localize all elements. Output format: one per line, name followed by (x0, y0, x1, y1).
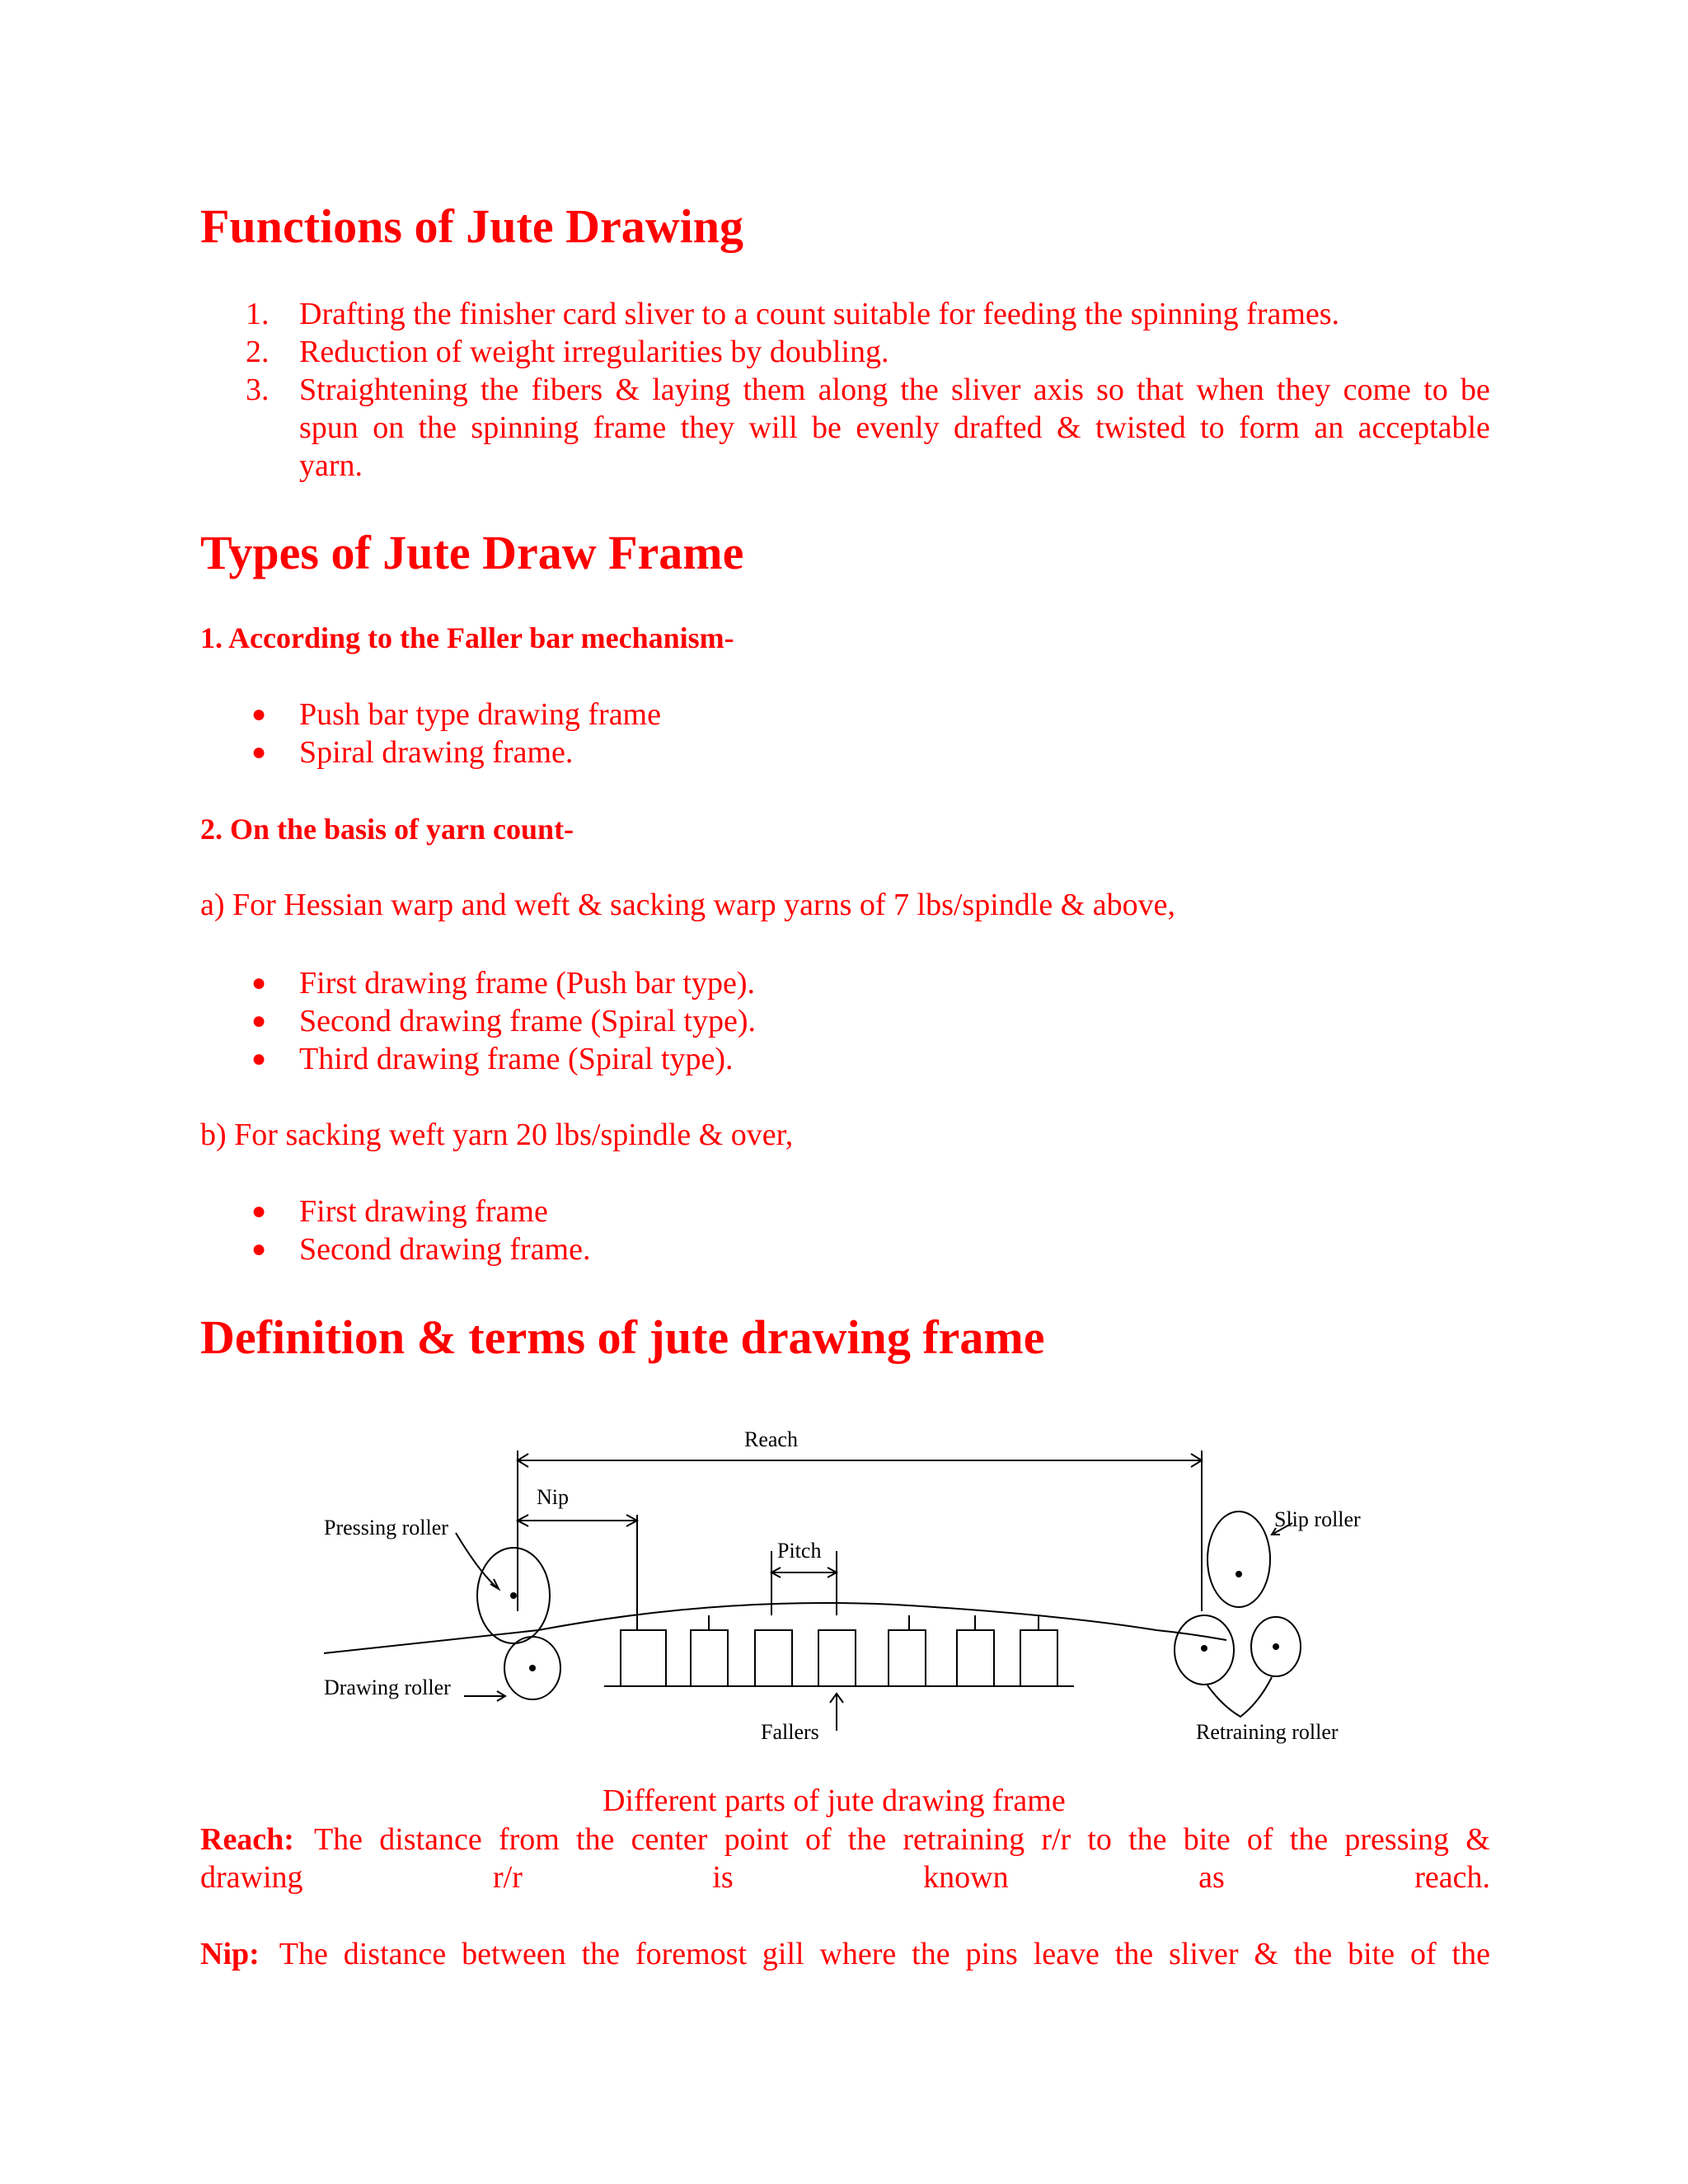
word: known (923, 1860, 1009, 1895)
word: axis (1033, 373, 1084, 407)
word: form (1239, 410, 1300, 445)
word: laying (652, 373, 731, 407)
word: distance (379, 1822, 482, 1857)
word: the (576, 1822, 615, 1857)
word: of (804, 1822, 832, 1857)
word: the (1451, 1937, 1490, 1971)
figure-caption: Different parts of jute drawing frame (603, 1783, 1066, 1818)
item3-line1 (299, 371, 1490, 409)
word: & (615, 373, 640, 407)
word: an (1314, 410, 1344, 445)
diagram-label-slip: Slip roller (1274, 1507, 1361, 1531)
word: the (1293, 1937, 1333, 1971)
word: spun (299, 410, 359, 445)
word: r/r (493, 1860, 523, 1895)
heading-types: Types of Jute Draw Frame (200, 526, 744, 579)
subheading-count: 2. On the basis of yarn count- (200, 813, 574, 846)
word: spinning (471, 410, 579, 445)
word: leave (1033, 1937, 1100, 1971)
word: from (498, 1822, 560, 1857)
word: the (418, 410, 457, 445)
word: Straightening (299, 373, 468, 407)
word: reach. (1414, 1860, 1490, 1895)
diagram-label-fallers: Fallers (761, 1720, 819, 1744)
word: of (1409, 1937, 1437, 1971)
word: them (743, 373, 806, 407)
word: point (724, 1822, 789, 1857)
word: sliver (1169, 1937, 1239, 1971)
word: the (847, 1822, 887, 1857)
word: pins (965, 1937, 1018, 1971)
diagram-label-retaining: Retraining roller (1196, 1720, 1339, 1744)
term-reach: Reach: (200, 1822, 294, 1857)
word: drawing (200, 1860, 303, 1895)
subheading-faller: 1. According to the Faller bar mechanism- (200, 621, 734, 654)
item3-line2 (299, 409, 1490, 447)
word: & (1254, 1937, 1278, 1971)
word: & (1465, 1822, 1490, 1857)
word: the (1289, 1822, 1329, 1857)
word: twisted (1095, 410, 1186, 445)
word: bite (1183, 1822, 1231, 1857)
diagram-label-drawing: Drawing roller (324, 1675, 451, 1699)
word: acceptable (1357, 410, 1490, 445)
word: they (1276, 373, 1331, 407)
word: foremost (635, 1937, 748, 1971)
word: as (1198, 1860, 1225, 1895)
term-nip: Nip: (200, 1937, 260, 1971)
drawing-frame-diagram (200, 1409, 1519, 1772)
word: distance (343, 1937, 447, 1971)
diagram-label-pressing: Pressing roller (324, 1516, 448, 1540)
word: evenly (856, 410, 940, 445)
heading-functions: Functions of Jute Drawing (200, 199, 743, 253)
word: between (462, 1937, 566, 1971)
word: on (373, 410, 405, 445)
reach-definition (200, 1821, 1490, 1896)
diagram-label-nip: Nip (537, 1485, 569, 1509)
word: where (819, 1937, 897, 1971)
word: The (313, 1822, 363, 1857)
paragraph-a: a) For Hessian warp and weft & sacking warp yarns of 7 lbs/spindle & above, (200, 888, 1175, 922)
word: pressing (1344, 1822, 1450, 1857)
word: will (748, 410, 798, 445)
word: the (581, 1937, 621, 1971)
word: bite (1348, 1937, 1395, 1971)
word: be (1460, 373, 1490, 407)
heading-definition: Definition & terms of jute drawing frame (200, 1310, 1045, 1364)
word: when (1196, 373, 1264, 407)
word: to (1087, 1822, 1112, 1857)
word: the (1114, 1937, 1154, 1971)
word: they (680, 410, 735, 445)
word: sliver (951, 373, 1021, 407)
paragraph-b: b) For sacking weft yarn 20 lbs/spindle & over, (200, 1118, 794, 1152)
word: r/r (1041, 1822, 1071, 1857)
word: to (1423, 373, 1448, 407)
diagram-label-pitch: Pitch (777, 1539, 822, 1563)
word: fibers (531, 373, 603, 407)
word: center (631, 1822, 708, 1857)
word: so (1096, 373, 1124, 407)
word: The (279, 1937, 328, 1971)
word: frame (593, 410, 667, 445)
word: drafted (954, 410, 1043, 445)
diagram-label-reach: Reach (744, 1427, 798, 1451)
word: come (1343, 373, 1411, 407)
word: the (481, 373, 519, 407)
word: is (712, 1860, 734, 1895)
word: & (1057, 410, 1081, 445)
word: of (1246, 1822, 1273, 1857)
word: the (900, 373, 939, 407)
nip-definition (200, 1935, 1490, 1973)
word: along (818, 373, 889, 407)
word: the (912, 1937, 950, 1971)
word: that (1137, 373, 1184, 407)
word: be (812, 410, 842, 445)
word: to (1200, 410, 1225, 445)
item3-line3: yarn. (299, 448, 363, 483)
word: the (1128, 1822, 1167, 1857)
word: gill (762, 1937, 804, 1971)
word: retraining (903, 1822, 1025, 1857)
